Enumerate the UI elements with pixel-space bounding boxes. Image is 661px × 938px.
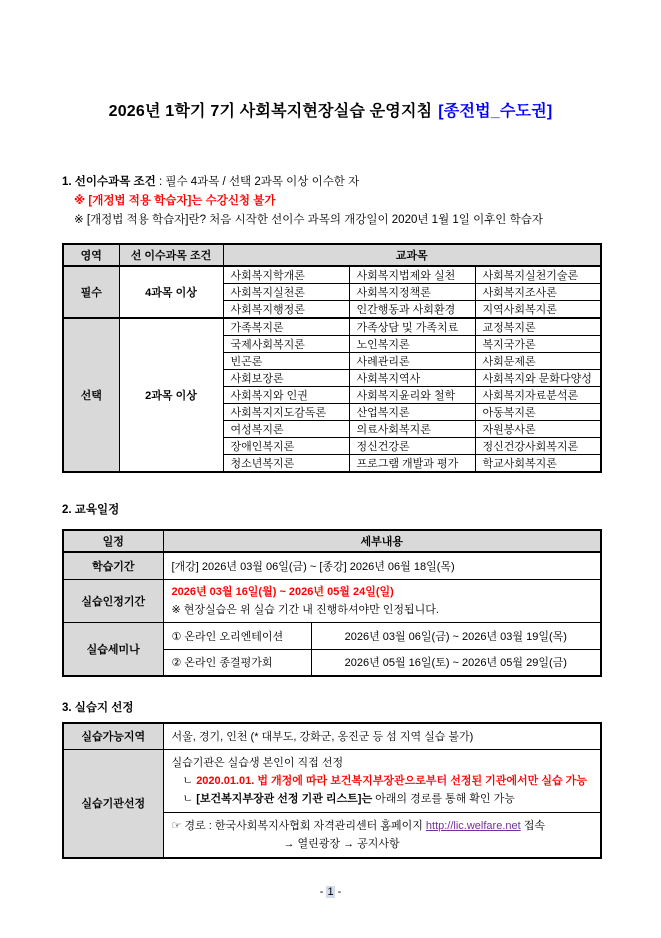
area-elective: 선택 [63, 318, 119, 472]
course-cell: 학교사회복지론 [475, 455, 601, 473]
table-row [63, 579, 601, 622]
course-cell: 가족복지론 [223, 318, 349, 336]
seminar-name: ① 온라인 오리엔테이션 [163, 622, 311, 649]
course-cell: 사회복지행정론 [223, 301, 349, 319]
course-cell: 사회복지역사 [349, 370, 475, 387]
course-cell: 사회복지와 인권 [223, 387, 349, 404]
agency-path-line2: → 열린광장 → 공지사항 [283, 837, 400, 850]
condition-elective: 2과목 이상 [119, 318, 223, 472]
seminar-date: 2026년 05월 16일(토) ~ 2026년 05월 29일(금) [311, 649, 601, 676]
seminar-name: ② 온라인 종결평가회 [163, 649, 311, 676]
course-cell: 사회복지정책론 [349, 284, 475, 301]
prerequisite-course-table [62, 243, 602, 473]
seminar-date: 2026년 03월 06일(금) ~ 2026년 03월 19일(목) [311, 622, 601, 649]
page-title-tag: [종전법_수도권] [438, 103, 553, 120]
course-cell: 정신건강사회복지론 [475, 438, 601, 455]
course-cell: 프로그램 개발과 평가 [349, 455, 475, 473]
table-row [63, 552, 601, 579]
course-cell: 사회복지윤리와 철학 [349, 387, 475, 404]
page-title-main: 2026년 1학기 7기 사회복지현장실습 운영지침 [108, 103, 433, 120]
agency-path-cell [163, 812, 601, 858]
region-value: 서울, 경기, 인천 (* 대부도, 강화군, 옹진군 등 섬 지역 실습 불가) [163, 723, 601, 749]
course-cell: 장애인복지론 [223, 438, 349, 455]
study-period-value: [개강] 2026년 03월 06일(금) ~ [종강] 2026년 06월 18일(목) [163, 552, 601, 579]
course-cell: 복지국가론 [475, 336, 601, 353]
course-cell: 사회복지실천론 [223, 284, 349, 301]
course-cell: 사회복지법제와 실천 [349, 266, 475, 284]
agency-path-line1: ☞ 경로 : 한국사회복지사협회 자격관리센터 홈페이지 http://lic.welfare.net 접속 [171, 819, 545, 832]
page-number-field: 1 [327, 886, 334, 898]
course-cell: 교정복지론 [475, 318, 601, 336]
region-label: 실습가능지역 [63, 723, 163, 749]
table-header-row [63, 530, 601, 552]
page-title [0, 98, 661, 121]
course-cell: 국제사회복지론 [223, 336, 349, 353]
course-cell: 의료사회복지론 [349, 421, 475, 438]
table-row [63, 723, 601, 749]
course-cell: 정신건강론 [349, 438, 475, 455]
course-cell: 사회복지조사론 [475, 284, 601, 301]
col-header-schedule: 일정 [63, 530, 163, 552]
area-required: 필수 [63, 266, 119, 318]
section2-heading: 2. 교육일정 [62, 504, 120, 516]
col-header-courses: 교과목 [223, 244, 601, 266]
schedule-table [62, 529, 602, 677]
practice-period-dates: 2026년 03월 16일(월) ~ 2026년 05월 24일(일) [171, 585, 394, 598]
placement-table [62, 722, 602, 859]
section1-heading: 1. 선이수과목 조건 : 필수 4과목 / 선택 2과목 이상 이수한 자 [62, 176, 360, 188]
course-cell: 아동복지론 [475, 404, 601, 421]
agency-line1: 실습기관은 실습생 본인이 직접 선정 [171, 756, 344, 769]
course-cell: 지역사회복지론 [475, 301, 601, 319]
agency-selection-notes [163, 749, 601, 812]
course-cell: 사회복지학개론 [223, 266, 349, 284]
welfare-site-link[interactable]: http://lic.welfare.net [425, 819, 521, 832]
page-number: - 1 - [319, 886, 342, 898]
table-row [63, 318, 601, 336]
section3-heading: 3. 실습지 선정 [62, 702, 134, 714]
practice-period-value [163, 579, 601, 622]
section1-note-red: ※ [개정법 적용 학습자]는 수강신청 불가 [74, 195, 276, 207]
course-cell: 사회복지자료분석론 [475, 387, 601, 404]
seminar-label: 실습세미나 [63, 622, 163, 676]
study-period-label: 학습기간 [63, 552, 163, 579]
course-cell: 자원봉사론 [475, 421, 601, 438]
practice-period-note: ※ 현장실습은 위 실습 기간 내 진행하셔야만 인정됩니다. [171, 603, 439, 616]
agency-label: 실습기관선정 [63, 749, 163, 858]
practice-period-label: 실습인정기간 [63, 579, 163, 622]
table-header-row [63, 244, 601, 266]
course-cell: 인간행동과 사회환경 [349, 301, 475, 319]
course-cell: 가족상담 및 가족치료 [349, 318, 475, 336]
course-cell: 노인복지론 [349, 336, 475, 353]
course-cell: 사례관리론 [349, 353, 475, 370]
table-row [63, 749, 601, 812]
col-header-area: 영역 [63, 244, 119, 266]
agency-line2: ㄴ 2020.01.01. 법 개정에 따라 보건복지부장관으로부터 선정된 기관에서만 실습 가능 [182, 774, 587, 787]
table-row [63, 266, 601, 284]
course-cell: 빈곤론 [223, 353, 349, 370]
section-prerequisites [62, 173, 600, 230]
course-cell: 청소년복지론 [223, 455, 349, 473]
course-cell: 사회보장론 [223, 370, 349, 387]
col-header-condition: 선 이수과목 조건 [119, 244, 223, 266]
course-cell: 산업복지론 [349, 404, 475, 421]
table-row [63, 622, 601, 649]
agency-line3: ㄴ [보건복지부장관 선정 기관 리스트]는 아래의 경로를 통해 확인 가능 [182, 792, 515, 805]
col-header-details: 세부내용 [163, 530, 601, 552]
course-cell: 여성복지론 [223, 421, 349, 438]
course-cell: 사회복지지도감독론 [223, 404, 349, 421]
course-cell: 사회문제론 [475, 353, 601, 370]
course-cell: 사회복지실천기술론 [475, 266, 601, 284]
condition-required: 4과목 이상 [119, 266, 223, 318]
section1-note-plain: ※ [개정법 적용 학습자]란? 처음 시작한 선이수 과목의 개강일이 2020년 1월 1일 이후인 학습자 [74, 214, 543, 226]
course-cell: 사회복지와 문화다양성 [475, 370, 601, 387]
